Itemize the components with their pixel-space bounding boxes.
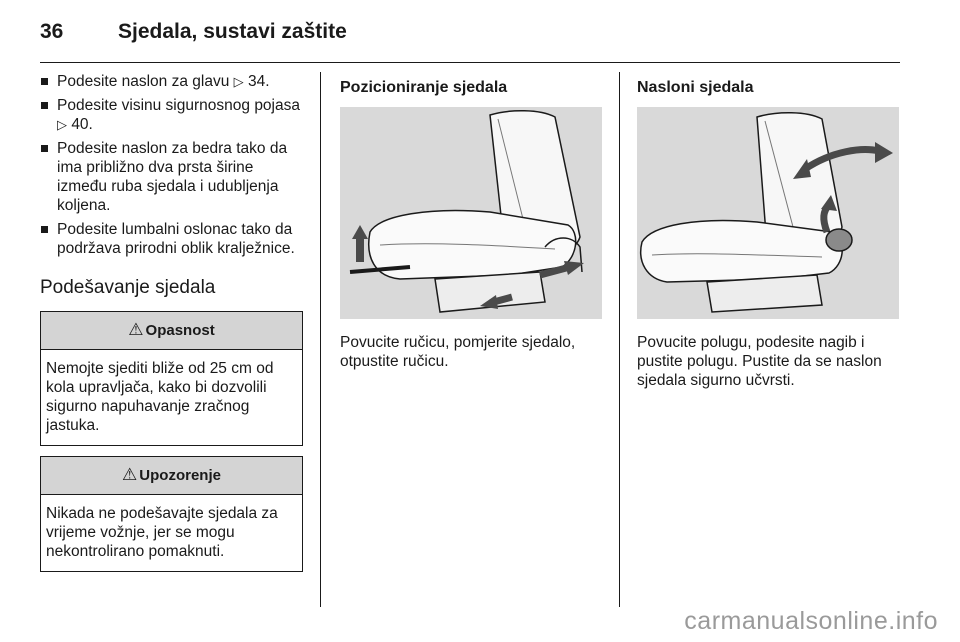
seatback-recline-illustration [637, 107, 899, 319]
bullet-square [41, 78, 48, 85]
page-number: 36 [40, 20, 64, 43]
warning-triangle-icon: ⚠ [128, 320, 144, 339]
list-item: Podesite naslon za glavu ▷ 34. [40, 72, 303, 91]
column-divider [320, 72, 321, 607]
figure-caption: Povucite polugu, podesite nagib i pustite polugu. Pustite da se naslon sjedala sigurno učvrsti. [637, 334, 882, 389]
page-header [40, 20, 900, 63]
ref-arrow-icon: ▷ [233, 74, 244, 89]
list-item: Podesite lumbalni oslonac tako da podržava prirodni oblik kralježnice. [40, 220, 303, 258]
section-heading: Pozicioniranje sjedala [340, 79, 508, 96]
page-reference: 40. [71, 116, 93, 133]
ref-arrow-icon: ▷ [57, 117, 67, 132]
warning-title: Upozorenje [139, 467, 221, 484]
left-column [40, 72, 303, 582]
danger-box-header [41, 312, 302, 350]
figure-caption: Povucite ručicu, pomjerite sjedalo, otpustite ručicu. [340, 334, 576, 370]
danger-text: Nemojte sjediti bliže od 25 cm od kola upravljača, kako bi dozvolili sigurno napuhavanje zračnog jastuka. [46, 360, 274, 434]
list-item: Podesite naslon za bedra tako da ima približno dva prsta širine između ruba sjedala i udubljenja koljena. [40, 139, 303, 215]
warning-triangle-icon: ⚠ [122, 465, 138, 484]
seat-position-illustration [340, 107, 602, 319]
bullet-square [41, 102, 48, 109]
page-title: Sjedala, sustavi zaštite [118, 20, 347, 43]
page-reference: 34. [247, 73, 270, 90]
danger-title: Opasnost [145, 322, 215, 339]
adjustment-list [40, 72, 303, 258]
section-heading: Nasloni sjedala [637, 79, 754, 96]
section-heading: Podešavanje sjedala [40, 277, 216, 298]
warning-box [40, 456, 303, 572]
middle-column [340, 72, 602, 371]
bullet-square [41, 145, 48, 152]
warning-text: Nikada ne podešavajte sjedala za vrijeme vožnje, jer se mogu nekontrolirano pomaknuti. [46, 505, 278, 560]
warning-box-header [41, 457, 302, 495]
watermark: carmanualsonline.info [684, 607, 938, 635]
danger-box [40, 311, 303, 446]
bullet-square [41, 226, 48, 233]
column-divider [619, 72, 620, 607]
right-column [637, 72, 902, 390]
list-item: Podesite visinu sigurnosnog pojasa ▷ 40. [40, 96, 303, 134]
